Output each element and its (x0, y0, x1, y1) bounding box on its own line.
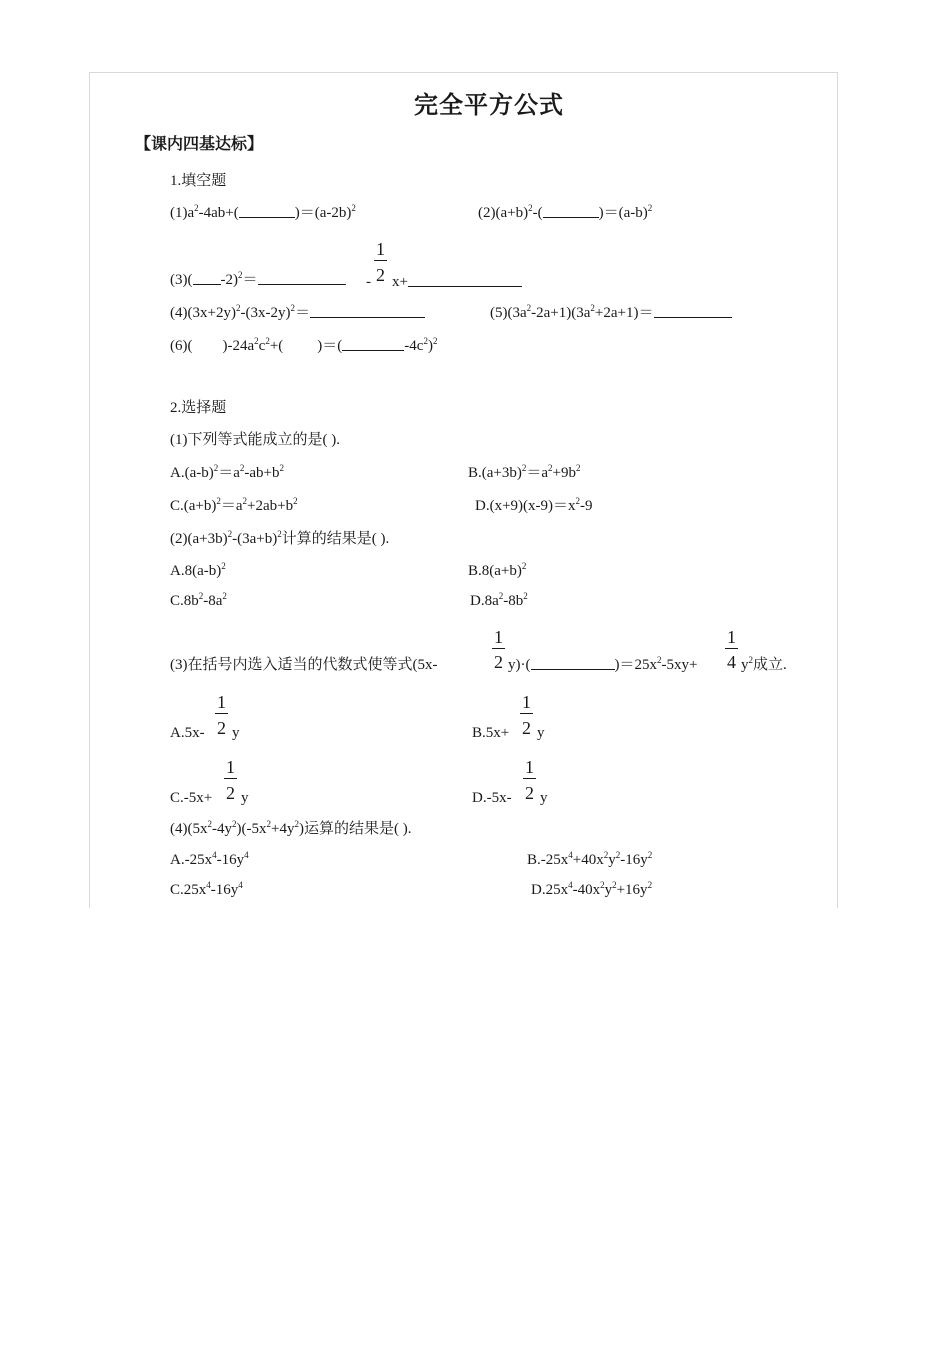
q2-2-option-a[interactable]: $A.8(a-b)^2$ (170, 561, 226, 579)
q2-1-stem: (1)下列等式能成立的是( ). (170, 432, 340, 448)
answer-blank[interactable] (310, 304, 425, 318)
answer-blank[interactable] (342, 337, 404, 351)
fraction-numerator: 1 (525, 757, 534, 777)
q2-4-option-a[interactable]: $A.-25x^4-16y^4$ (170, 850, 249, 868)
fraction-bar (492, 648, 505, 649)
fraction-bar (215, 713, 228, 714)
q2-4-option-b[interactable]: $B.-25x^4+40x^2y^2-16y^2$ (527, 850, 653, 868)
fraction-numerator: 1 (494, 627, 503, 647)
fraction-numerator: 1 (522, 692, 531, 712)
q2-1-option-c[interactable]: $C.(a+b)^2=a^2+2ab+b^2$ (170, 496, 298, 514)
q2-3-option-d-y: y (540, 790, 548, 806)
q2-1-option-d[interactable]: $D.(x+9)(x-9)=x^2-9$ (475, 496, 593, 514)
answer-blank[interactable] (531, 656, 615, 670)
q2-3-option-d[interactable]: D.-5x- (472, 790, 512, 806)
q2-2-stem: $(2)(a+3b)^2-(3a+b)^2$计算的结果是( ). (170, 529, 390, 547)
q1-heading: 1.填空题 (170, 173, 227, 189)
q2-2-option-b[interactable]: $B.8(a+b)^2$ (468, 561, 527, 579)
answer-blank[interactable] (239, 204, 295, 218)
fraction-numerator: 1 (226, 757, 235, 777)
answer-blank[interactable] (408, 273, 522, 287)
q2-3-option-c-y: y (241, 790, 249, 806)
q1-item-3: (3)( -2)$^2$＝ (170, 271, 346, 289)
q2-4-option-d[interactable]: $D.25x^4-40x^2y^2+16y^2$ (531, 880, 653, 898)
q1-item-4: $(4)(3x+2y)^2-(3x-2y)^2=$ (170, 304, 425, 322)
q2-4-option-c[interactable]: $C.25x^4-16y^4$ (170, 880, 243, 898)
q1-item-2: $(2)(a+b)^2-$( )$=(a-b)^2$ (478, 203, 653, 221)
q2-2-option-d[interactable]: $D.8a^2-8b^2$ (470, 591, 528, 609)
q2-1-option-a[interactable]: $A.(a-b)^2=a^2-ab+b^2$ (170, 463, 285, 481)
q2-3-stem-middle: y)·( )$=25x^2-5xy+$ (508, 655, 698, 673)
fraction-bar (523, 778, 536, 779)
q1-item-6: (6)( )$-24a^2c^2+$( )＝( $-4c^2)^2$ (170, 336, 438, 354)
fraction-bar (374, 260, 387, 261)
q2-3-stem-end: $y^2$成立. (741, 655, 787, 673)
q2-4-stem: $(4)(5x^2-4y^2)(-5x^2+4y^2)$运算的结果是( ). (170, 819, 412, 837)
answer-blank[interactable] (193, 271, 221, 285)
q2-3-option-c[interactable]: C.-5x+ (170, 790, 213, 806)
q2-3-option-b-y: y (537, 725, 545, 741)
q2-heading: 2.选择题 (170, 400, 227, 416)
fraction-denominator: 2 (217, 718, 226, 738)
fraction-bar (520, 713, 533, 714)
q2-2-option-c[interactable]: $C.8b^2-8a^2$ (170, 591, 227, 609)
fraction-denominator: 2 (376, 265, 385, 285)
q1-item-1: $(1)a^2-4ab+$( )$=(a-2b)^2$ (170, 203, 356, 221)
q1-item-3-tail: x+ (392, 273, 522, 291)
fraction-denominator: 2 (525, 783, 534, 803)
q2-3-option-a[interactable]: A.5x- (170, 725, 205, 741)
answer-blank[interactable] (543, 204, 599, 218)
fraction-numerator: 1 (376, 239, 385, 259)
q2-3-option-a-y: y (232, 725, 240, 741)
fraction-numerator: 1 (727, 627, 736, 647)
fraction-bar (224, 778, 237, 779)
fraction-denominator: 4 (727, 652, 736, 672)
q2-3-option-b[interactable]: B.5x+ (472, 725, 510, 741)
q2-1-option-b[interactable]: $B.(a+3b)^2=a^2+9b^2$ (468, 463, 581, 481)
fraction-denominator: 2 (226, 783, 235, 803)
answer-blank[interactable] (654, 304, 732, 318)
page-title: 完全平方公式 (414, 93, 564, 119)
page-border (89, 72, 838, 908)
q1-item-5: $(5)(3a^2-2a+1)(3a^2+2a+1)=$ (490, 304, 732, 322)
q1-item-3-minus: - (366, 274, 371, 290)
q2-3-stem-start: (3)在括号内选入适当的代数式使等式(5x- (170, 657, 438, 673)
fraction-denominator: 2 (522, 718, 531, 738)
section-heading: 【课内四基达标】 (135, 136, 264, 153)
fraction-bar (725, 648, 738, 649)
answer-blank[interactable] (258, 271, 346, 285)
fraction-numerator: 1 (217, 692, 226, 712)
fraction-denominator: 2 (494, 652, 503, 672)
